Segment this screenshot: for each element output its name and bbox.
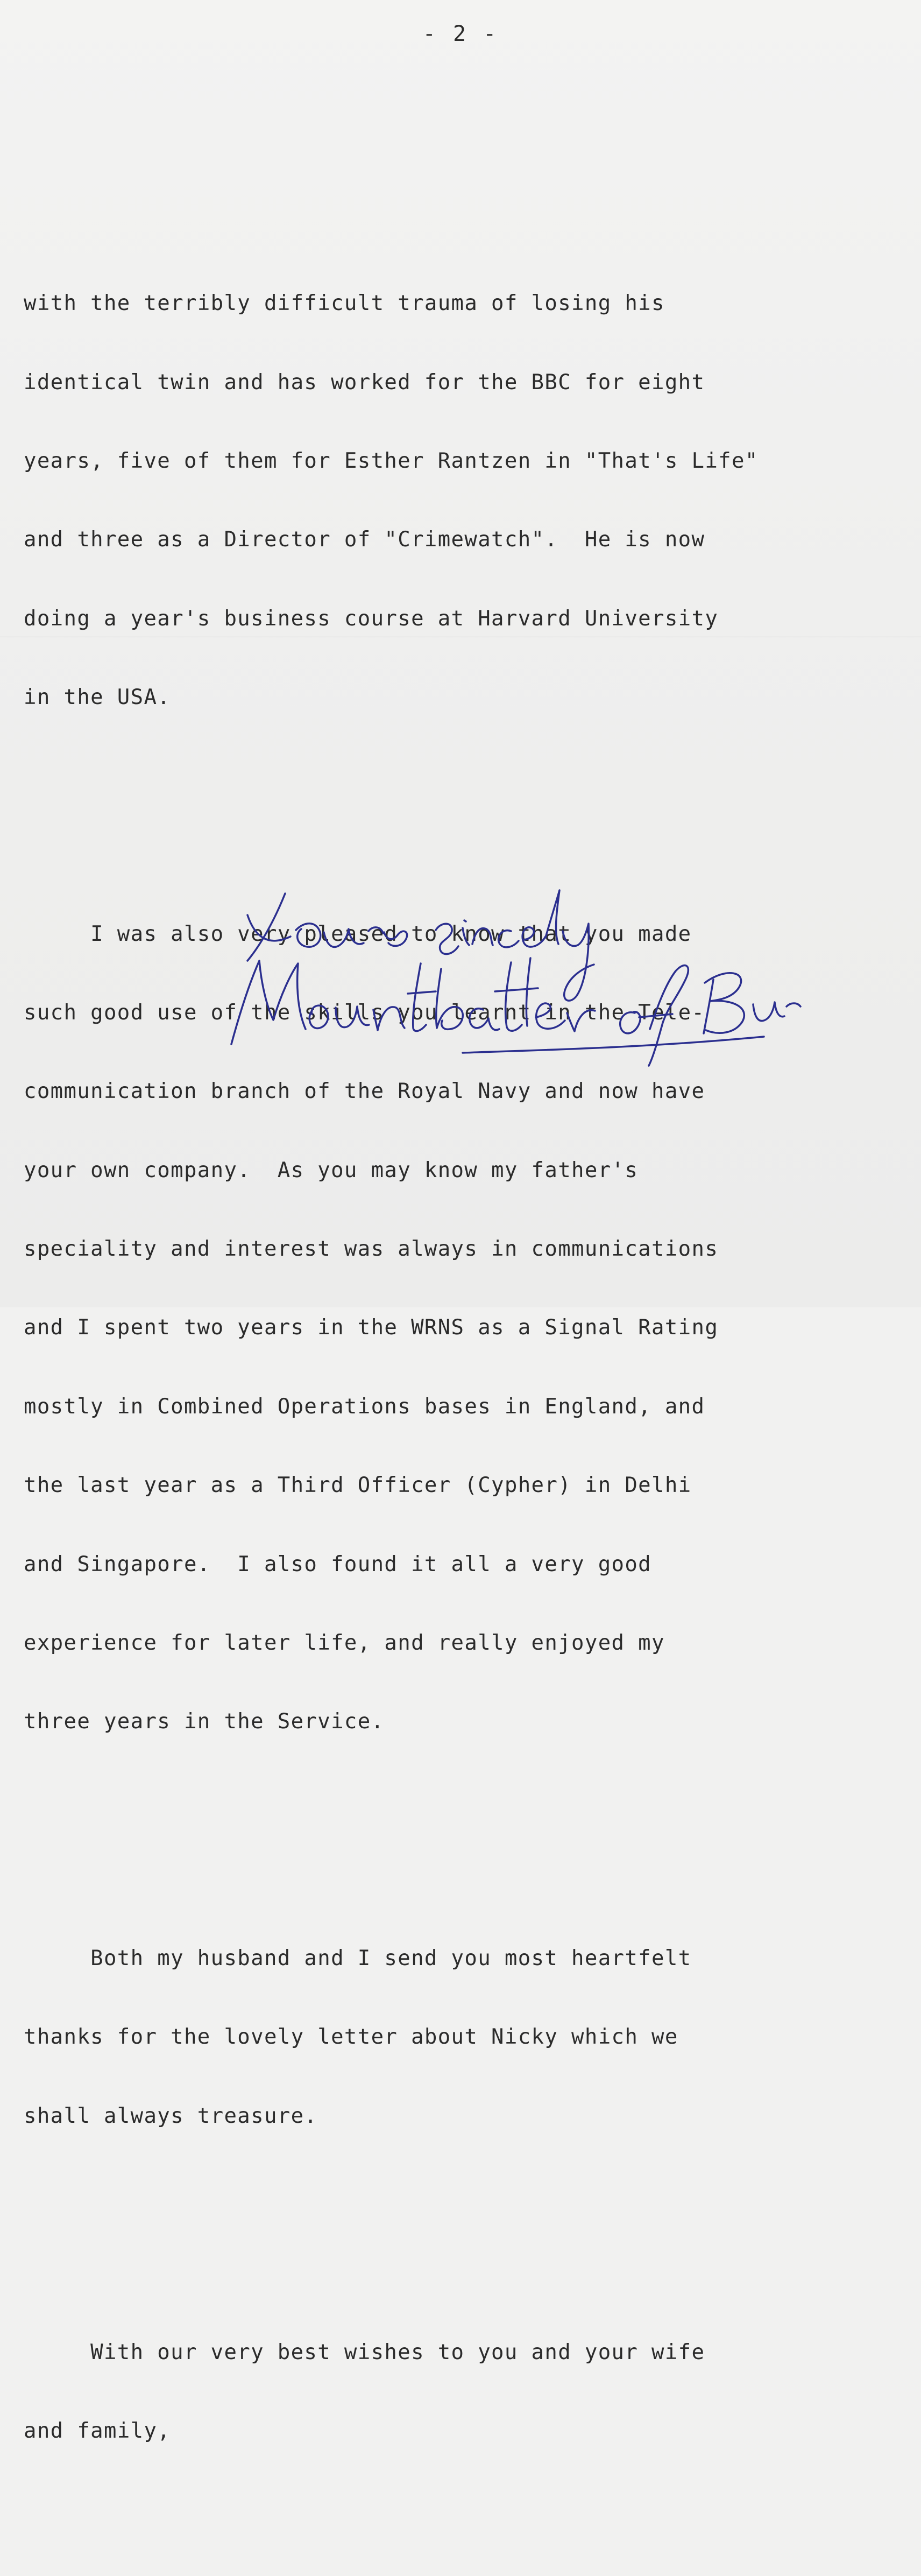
text-line: thanks for the lovely letter about Nicky which we — [24, 2025, 678, 2050]
text-line: and three as a Director of "Crimewatch". He is now — [24, 527, 705, 552]
text-line: such good use of the skills you learnt in the Tele- — [24, 1000, 705, 1025]
text-line: mostly in Combined Operations bases in England, and — [24, 1394, 705, 1419]
text-line: in the USA. — [24, 685, 171, 710]
text-line: shall always treasure. — [24, 2103, 318, 2128]
text-line: communication branch of the Royal Navy and now have — [24, 1079, 705, 1104]
text-line: with the terribly difficult trauma of losing his — [24, 291, 665, 316]
text-line: I was also very pleased to know that you made — [24, 921, 692, 946]
text-line: three years in the Service. — [24, 1709, 385, 1734]
page-number: - 2 - — [422, 22, 499, 46]
signature-ink — [210, 872, 802, 1066]
text-line: With our very best wishes to you and your wife — [24, 2340, 705, 2364]
text-line: years, five of them for Esther Rantzen in "That's Life" — [24, 448, 759, 473]
text-line: Both my husband and I send you most heartfelt — [24, 1946, 692, 1970]
handwritten-signature — [210, 872, 802, 1066]
text-line: and family, — [24, 2419, 171, 2444]
paragraph-3 — [24, 1893, 906, 2182]
text-line: experience for later life, and really enjoyed my — [24, 1631, 665, 1656]
text-line: speciality and interest was always in communications — [24, 1237, 719, 1262]
text-line: and I spent two years in the WRNS as a Signal Rating — [24, 1315, 719, 1340]
letter-body — [24, 186, 906, 2576]
paragraph-4 — [24, 2287, 906, 2497]
text-line: identical twin and has worked for the BBC for eight — [24, 370, 705, 395]
text-line: the last year as a Third Officer (Cypher) in Delhi — [24, 1473, 692, 1498]
text-line: doing a year's business course at Harvard University — [24, 606, 719, 631]
text-line: your own company. As you may know my father's — [24, 1158, 639, 1183]
paragraph-1 — [24, 238, 906, 764]
text-line: and Singapore. I also found it all a very good — [24, 1552, 652, 1576]
